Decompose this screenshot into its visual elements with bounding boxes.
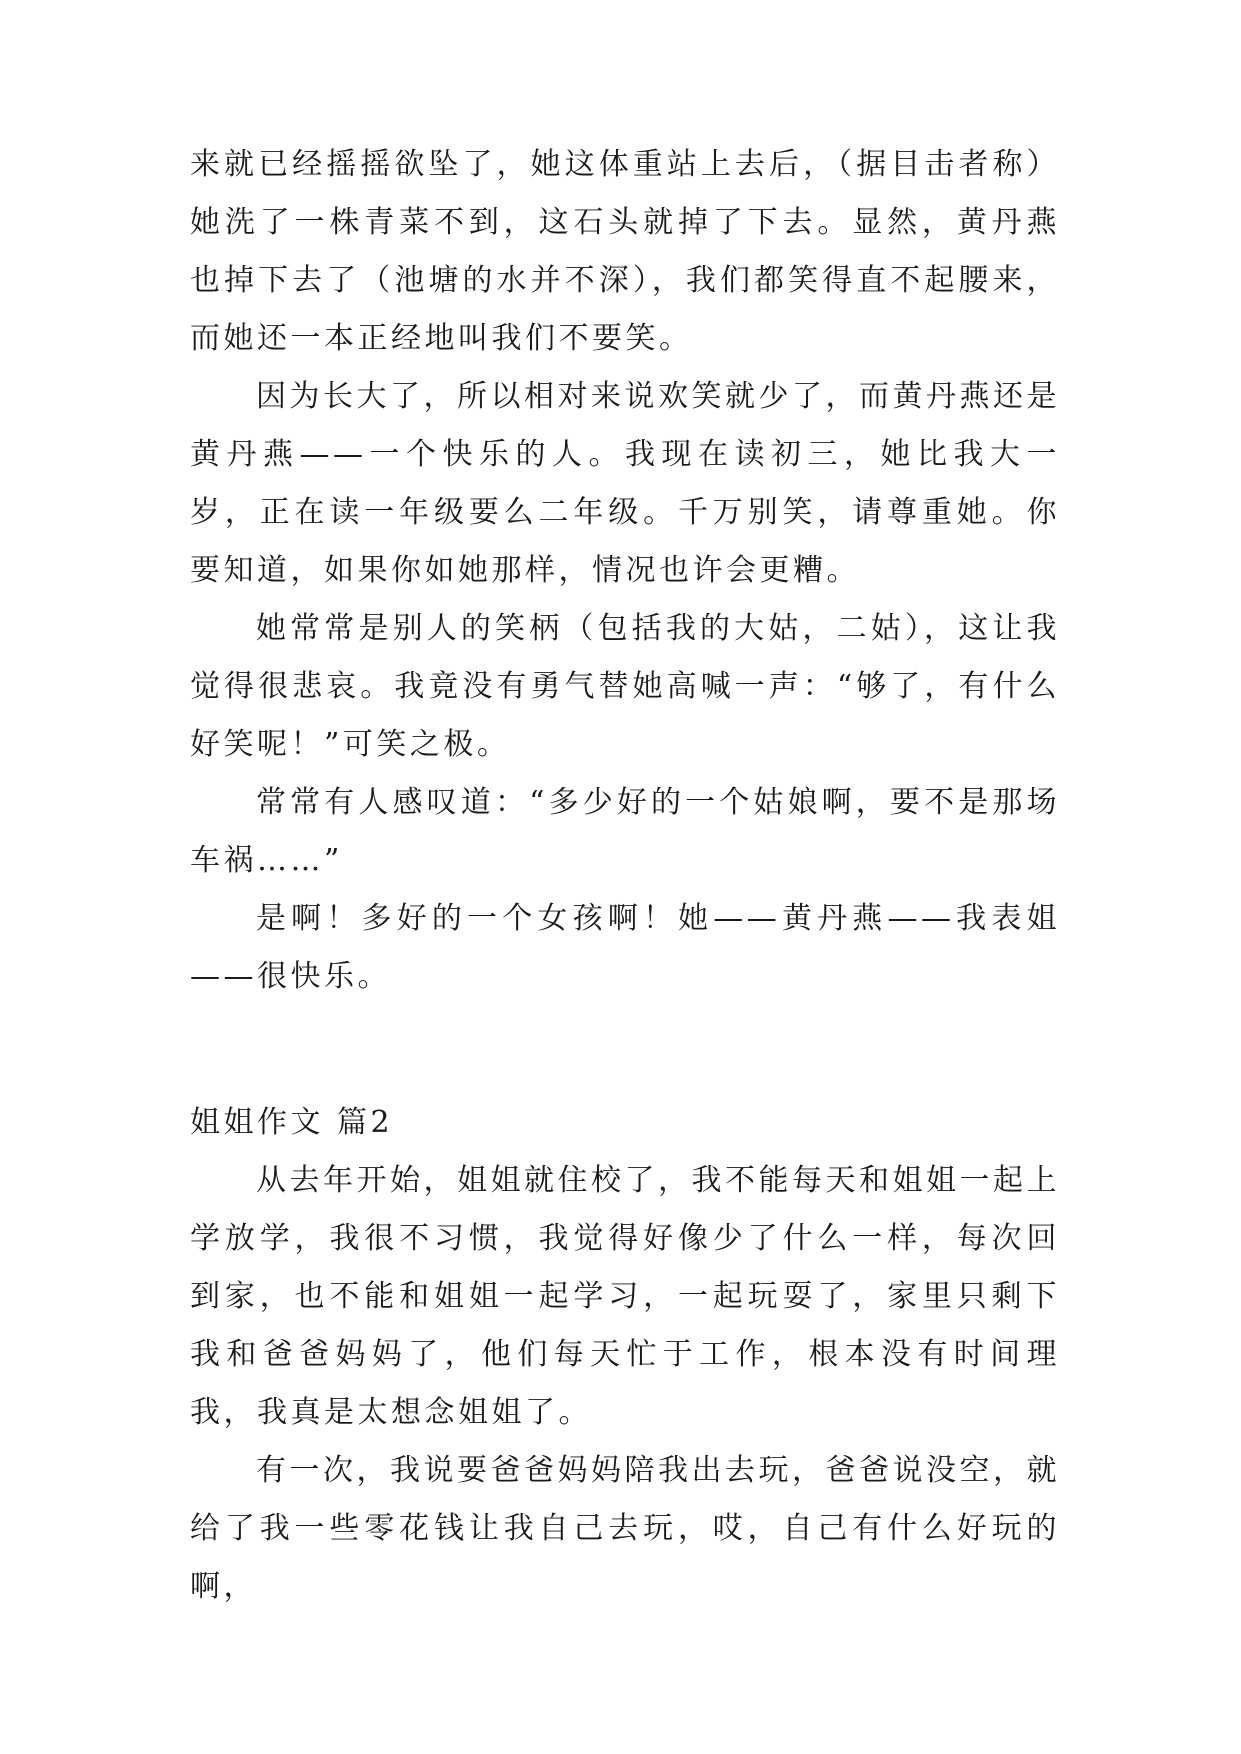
section-heading: 姐姐作文 篇2 [190, 1105, 394, 1140]
paragraph: 从去年开始，姐姐就住校了，我不能每天和姐姐一起上学放学，我很不习惯，我觉得好像少了什么一样，每次回到家，也不能和姐姐一起学习，一起玩耍了，家里只剩下我和爸爸妈妈了，他们每天忙于工作，根本没有时间理我，我真是太想念姐姐了。 [190, 1163, 1060, 1430]
essay-part-1 [190, 136, 1060, 1006]
essay-section-2 [190, 1094, 1060, 1616]
paragraph: 是啊！多好的一个女孩啊！她——黄丹燕——我表姐——很快乐。 [190, 901, 1060, 994]
paragraph: 有一次，我说要爸爸妈妈陪我出去玩，爸爸说没空，就给了我一些零花钱让我自己去玩，哎，自己有什么好玩的啊， [190, 1453, 1060, 1604]
paragraph: 来就已经摇摇欲坠了，她这体重站上去后，（据目击者称）她洗了一株青菜不到，这石头就掉了下去。显然，黄丹燕也掉下去了（池塘的水并不深），我们都笑得直不起腰来，而她还一本正经地叫我们不要笑。 [190, 147, 1060, 356]
paragraph: 她常常是别人的笑柄（包括我的大姑，二姑），这让我觉得很悲哀。我竟没有勇气替她高喊一声：“够了，有什么好笑呢！”可笑之极。 [190, 611, 1060, 762]
paragraph: 因为长大了，所以相对来说欢笑就少了，而黄丹燕还是黄丹燕——一个快乐的人。我现在读初三，她比我大一岁，正在读一年级要么二年级。千万别笑，请尊重她。你要知道，如果你如她那样，情况也许会更糟。 [190, 379, 1060, 588]
paragraph: 常常有人感叹道：“多少好的一个姑娘啊，要不是那场车祸……” [190, 785, 1060, 878]
